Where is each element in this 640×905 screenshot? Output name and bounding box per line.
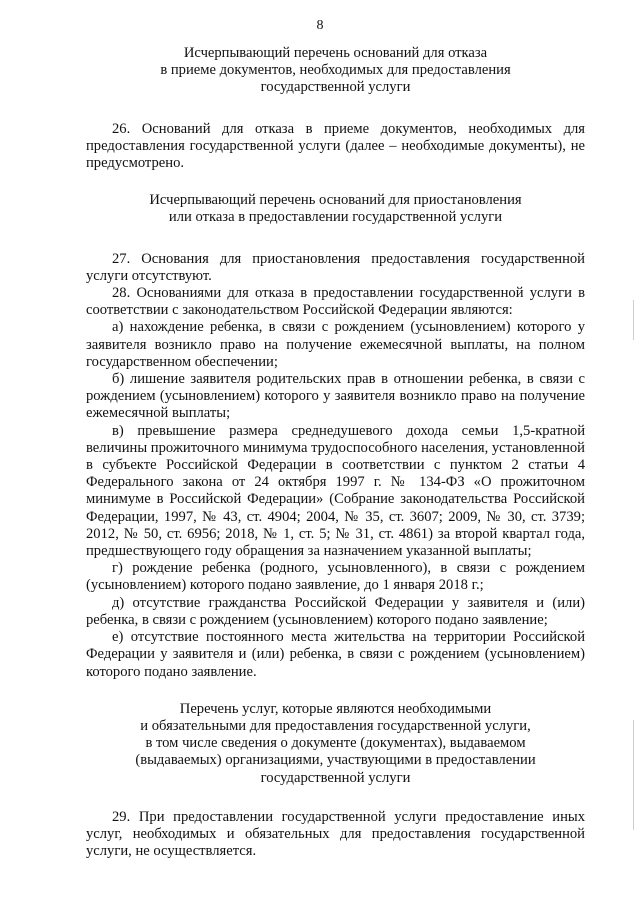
paragraph-28-d: д) отсутствие гражданства Российской Федерации у заявителя и (или) ребенка, в связи с рождением (усыновлением) которого подано заявление;	[86, 594, 585, 628]
paragraph-28-a: а) нахождение ребенка, в связи с рождением (усыновлением) которого у заявителя возникло право на получение ежемесячной выплаты, на полном государственном обеспечении;	[86, 319, 585, 370]
paragraph-28-g: г) рождение ребенка (родного, усыновленного), в связи с рождением (усыновлением) которого подано заявление, до 1 января 2018 г.;	[86, 560, 585, 594]
paragraph-27: 27. Основания для приостановления предоставления государственной услуги отсутствуют.	[86, 250, 585, 284]
page-content	[86, 45, 585, 860]
scan-margin-mark	[633, 300, 634, 340]
heading-line: Исчерпывающий перечень оснований для приостановления	[149, 192, 522, 209]
heading-line: Исчерпывающий перечень оснований для отказа	[183, 45, 488, 61]
paragraph-26: 26. Оснований для отказа в приеме документов, необходимых для предоставления государственной услуги (далее – необходимые документы), не предусмотрено.	[86, 120, 585, 172]
heading-line: Перечень услуг, которые являются необходимыми	[179, 700, 492, 717]
heading-line: (выдаваемых) организациями, участвующими в предоставлении	[135, 752, 536, 769]
heading-line: в том числе сведения о документе (документах), выдаваемом	[145, 735, 526, 752]
paragraph-28-v: в) превышение размера среднедушевого дохода семьи 1,5-кратной величины прожиточного минимума трудоспособного населения, установленной в субъекте Российской Федерации в соответствии с пунктом 2 статьи 4 Федерального закона от 24 октября 1997 г. № 134-ФЗ «О прожиточном минимуме в Российской Федерации» (Собрание законодательства Российской Федерации, 1997, № 43, ст. 4904; 2004, № 35, ст. 3607; 2009, № 30, ст. 3739; 2012, № 50, ст. 6956; 2018, № 1, ст. 5; № 31, ст. 4861) за второй квартал года, предшествующего году обращения за назначением указанной выплаты;	[86, 422, 585, 560]
section-heading-refusal-documents	[86, 45, 585, 97]
paragraph-28-e: е) отсутствие постоянного места жительства на территории Российской Федерации у заявителя и (или) ребенка, в связи с рождением (усыновлением) которого подано заявление.	[86, 629, 585, 680]
paragraph-28: 28. Основаниями для отказа в предоставлении государственной услуги в соответствии с законодательством Российской Федерации являются:	[86, 285, 585, 319]
page-number: 8	[316, 18, 324, 33]
section-heading-suspension-refusal	[86, 192, 585, 226]
heading-line: в приеме документов, необходимых для предоставления	[160, 62, 511, 79]
heading-line: или отказа в предоставлении государственной услуги	[168, 209, 503, 226]
scan-margin-mark	[633, 720, 634, 830]
heading-line: государственной услуги	[260, 79, 411, 96]
heading-line: и обязательными для предоставления государственной услуги,	[140, 717, 531, 734]
paragraph-29: 29. При предоставлении государственной услуги предоставление иных услуг, необходимых и обязательных для предоставления государственной услуги, не осуществляется.	[86, 808, 585, 860]
paragraph-28-b: б) лишение заявителя родительских прав в отношении ребенка, в связи с рождением (усыновлением) которого у заявителя возникло право на получение ежемесячной выплаты;	[86, 371, 585, 422]
section-heading-services-list	[86, 701, 585, 787]
heading-line: государственной услуги	[260, 769, 411, 786]
